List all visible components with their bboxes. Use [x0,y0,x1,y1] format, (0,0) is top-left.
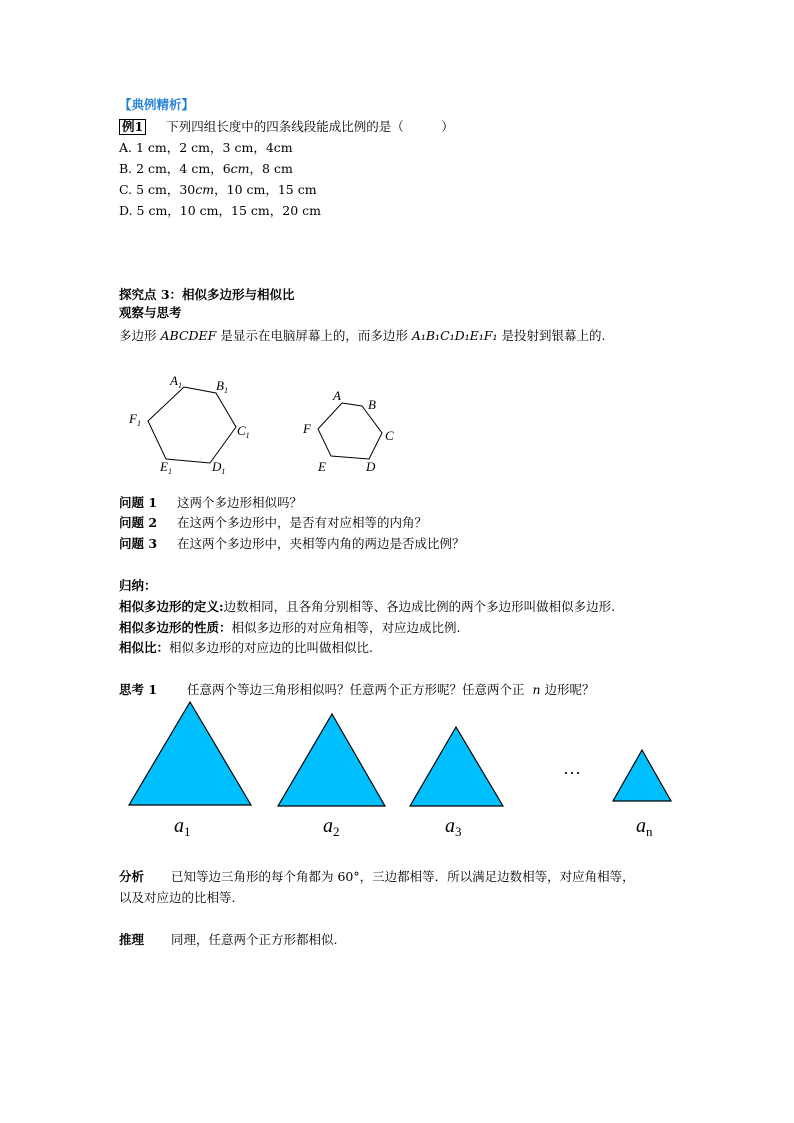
label-D: D [366,459,376,474]
question-1: 问题 1 这两个多边形相似吗？ [119,495,303,510]
summary-property: 相似多边形的性质：相似多边形的对应角相等，对应边成比例. [119,620,461,635]
label-A: A [333,388,341,403]
summary-definition: 相似多边形的定义:边数相同，且各角分别相等、各边成比例的两个多边形叫做相似多边形. [119,599,616,614]
label-B: B [368,397,376,412]
example-label: 例1 [119,119,146,135]
explore-text: 多边形 ABCDEF 是显示在电脑屏幕上的，而多边形 A₁B₁C₁D₁E₁F₁ 是投射到银幕上的. [119,328,606,343]
think-1: 思考 1 任意两个等边三角形相似吗？任意两个正方形呢？任意两个正 n 边形呢？ [119,682,595,697]
triangle-a3 [410,727,503,806]
label-A1: $A_1$ [170,373,182,390]
label-C: C [385,428,394,443]
triangle-a2 [278,714,385,806]
label-B1: $B_1$ [216,378,228,395]
section-title: 【典例精析】 [119,97,195,112]
label-a1: $a_1$ [174,815,191,839]
option-d: D. 5 cm，10 cm，15 cm，20 cm [119,203,322,218]
hexagon-a1f1 [148,387,236,463]
question-2: 问题 2 在这两个多边形中，是否有对应相等的内角？ [119,515,428,530]
explore-title: 探究点 3：相似多边形与相似比 [119,287,295,302]
label-F1: $F_1$ [129,411,141,428]
analysis-line-2: 以及对应边的比相等. [119,890,236,905]
example-question: 下列四组长度中的四条线段能成比例的是（ ） [166,119,454,134]
polygons-figure [120,365,420,480]
question-3: 问题 3 在这两个多边形中，夹相等内角的两边是否成比例？ [119,536,465,551]
option-b: B. 2 cm，4 cm，6cm，8 cm [119,161,293,176]
label-an: $a_n$ [636,815,653,839]
option-a: A. 1 cm，2 cm，3 cm，4cm [119,140,293,155]
summary-title: 归纳： [119,578,157,593]
analysis-line-1: 分析 已知等边三角形的每个角都为 60°，三边都相等．所以满足边数相等，对应角相等， [119,869,635,884]
label-E1: $E_1$ [160,459,172,476]
triangles-figure [120,698,680,843]
inference: 推理 同理，任意两个正方形都相似. [119,932,338,947]
triangle-a1 [129,702,251,805]
triangle-an [613,750,671,801]
example-question-line [119,119,454,135]
label-a2: $a_2$ [323,815,340,839]
label-C1: $C_1$ [237,423,250,440]
explore-subtitle: 观察与思考 [119,305,182,320]
label-F: F [303,421,311,436]
summary-ratio: 相似比：相似多边形的对应边的比叫做相似比. [119,640,373,655]
label-a3: $a_3$ [445,815,462,839]
label-E: E [318,459,326,474]
label-D1: $D_1$ [212,459,226,476]
ellipsis: … [563,758,581,778]
option-c: C. 5 cm，30cm，10 cm，15 cm [119,182,317,197]
